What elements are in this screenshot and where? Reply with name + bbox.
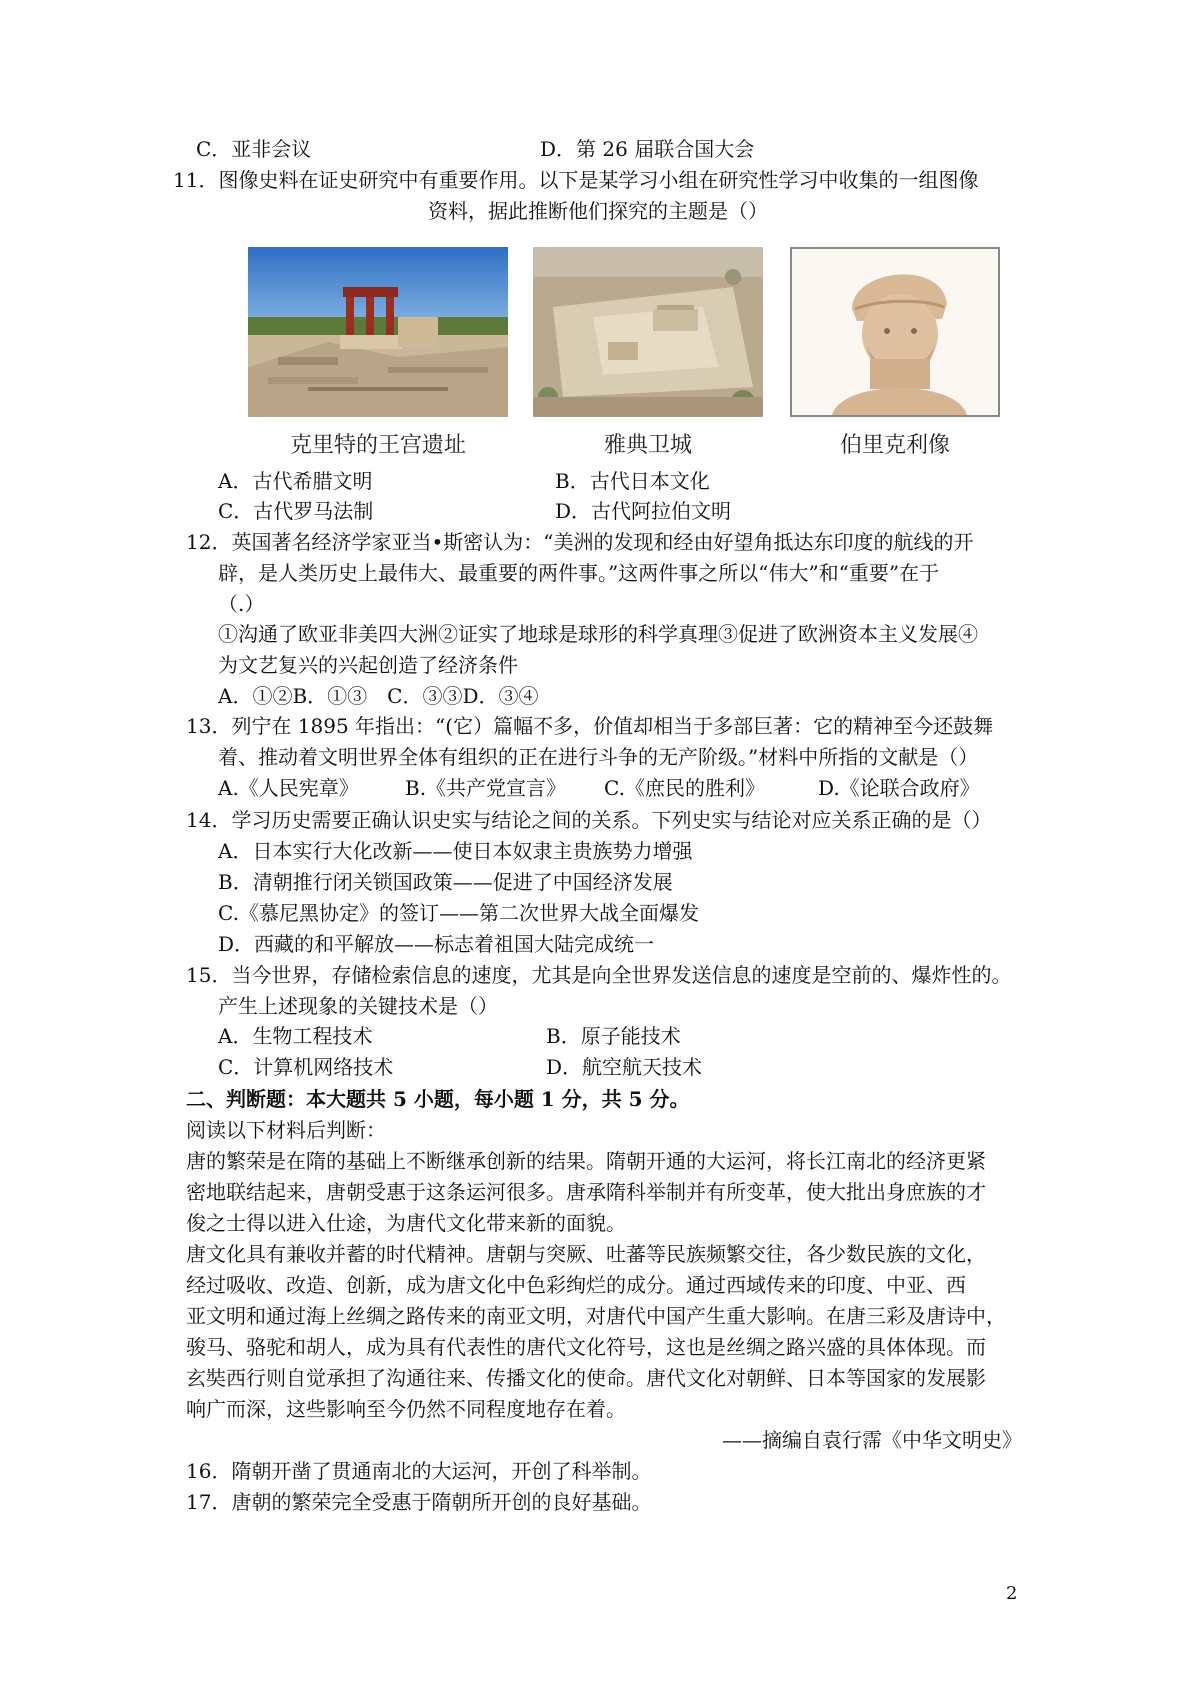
q10-option-d: D．第 26 届联合国大会	[540, 137, 755, 161]
passage-p2-line2: 经过吸收、改造、创新，成为唐文化中色彩绚烂的成分。通过西域传来的印度、中亚、西	[186, 1273, 966, 1297]
q14-option-c: C.《慕尼黑协定》的签订——第二次世界大战全面爆发	[218, 901, 699, 925]
q15-option-c: C．计算机网络技术	[218, 1055, 394, 1079]
caption-palace-ruins: 克里特的王宫遗址	[289, 433, 466, 458]
q11-option-d: D．古代阿拉伯文明	[555, 499, 732, 523]
section2-heading: 二、判断题：本大题共 5 小题，每小题 1 分，共 5 分。	[186, 1087, 690, 1111]
passage-p1-line2: 密地联结起来，唐朝受惠于这条运河很多。唐承隋科举制并有所变革，使大批出身庶族的才	[186, 1180, 986, 1204]
q13-option-b: B.《共产党宣言》	[405, 776, 567, 800]
q14-option-a: A．日本实行大化改新——使日本奴隶主贵族势力增强	[218, 839, 693, 863]
q14-option-d: D．西藏的和平解放——标志着祖国大陆完成统一	[218, 932, 655, 956]
q15-line1: 15．当今世界，存储检索信息的速度，尤其是向全世界发送信息的速度是空前的、爆炸性的。	[186, 963, 1012, 987]
q13-line1: 13．列宁在 1895 年指出：“(它）篇幅不多，价值却相当于多部巨著：它的精神至今还鼓舞	[186, 714, 994, 738]
passage-p2-line5: 玄奘西行则自觉承担了沟通往来、传播文化的使命。唐代文化对朝鲜、日本等国家的发展影	[186, 1366, 986, 1390]
pericles-bust-photo-icon	[790, 247, 1000, 417]
q12-line5: 为文艺复兴的兴起创造了经济条件	[218, 653, 518, 677]
q14-option-b: B．清朝推行闭关锁国政策——促进了中国经济发展	[218, 870, 673, 894]
palace-ruins-photo-icon	[248, 247, 508, 417]
q13-option-a: A.《人民宪章》	[218, 776, 359, 800]
q10-option-c: C．亚非会议	[196, 137, 312, 161]
q12-line2: 辟，是人类历史上最伟大、最重要的两件事。”这两件事之所以“伟大”和“重要”在于	[218, 561, 940, 585]
section2-intro: 阅读以下材料后判断：	[186, 1118, 386, 1142]
passage-p2-line4: 骏马、骆驼和胡人，成为具有代表性的唐代文化符号，这也是丝绸之路兴盛的具体体现。而	[186, 1335, 986, 1359]
q11-option-a: A．古代希腊文明	[218, 469, 373, 493]
q12-options: A．①②B．①③ C．③③D．③④	[218, 684, 539, 708]
q13-line2: 着、推动着文明世界全体有组织的正在进行斗争的无产阶级。”材料中所指的文献是（）	[218, 745, 979, 769]
passage-p1-line3: 俊之士得以进入仕途，为唐代文化带来新的面貌。	[186, 1211, 626, 1235]
q13-option-c: C.《庶民的胜利》	[604, 776, 765, 800]
q12-line1: 12．英国著名经济学家亚当•斯密认为：“美洲的发现和经由好望角抵达东印度的航线的开	[186, 530, 974, 554]
q11-stem-line1: 11．图像史料在证史研究中有重要作用。以下是某学习小组在研究性学习中收集的一组图像	[173, 168, 979, 192]
q11-option-b: B．古代日本文化	[555, 469, 710, 493]
caption-pericles-bust: 伯里克利像	[839, 433, 950, 458]
q15-option-b: B．原子能技术	[546, 1024, 681, 1048]
acropolis-photo-icon	[533, 247, 763, 417]
q11-option-c: C．古代罗马法制	[218, 499, 374, 523]
q17: 17．唐朝的繁荣完全受惠于隋朝所开创的良好基础。	[186, 1490, 652, 1514]
passage-source: ——摘编自袁行霈《中华文明史》	[722, 1428, 1022, 1452]
passage-p2-line3: 亚文明和通过海上丝绸之路传来的南亚文明，对唐代中国产生重大影响。在唐三彩及唐诗中，	[186, 1304, 1006, 1328]
q15-option-d: D．航空航天技术	[546, 1055, 703, 1079]
passage-p2-line1: 唐文化具有兼收并蓄的时代精神。唐朝与突厥、吐蕃等民族频繁交往，各少数民族的文化，	[186, 1242, 986, 1266]
q15-option-a: A．生物工程技术	[218, 1024, 373, 1048]
q12-line3: （.）	[218, 592, 265, 616]
q12-line4: ①沟通了欧亚非美四大洲②证实了地球是球形的科学真理③促进了欧洲资本主义发展④	[218, 622, 978, 646]
passage-p1-line1: 唐的繁荣是在隋的基础上不断继承创新的结果。隋朝开通的大运河，将长江南北的经济更紧	[186, 1149, 986, 1173]
passage-p2-line6: 响广而深，这些影响至今仍然不同程度地存在着。	[186, 1397, 626, 1421]
page-number: 2	[1006, 1583, 1018, 1604]
q14-stem: 14．学习历史需要正确认识史实与结论之间的关系。下列史实与结论对应关系正确的是（）	[186, 808, 992, 832]
q11-stem-line2: 资料，据此推断他们探究的主题是（）	[428, 199, 768, 223]
caption-acropolis: 雅典卫城	[603, 433, 692, 458]
q13-option-d: D.《论联合政府》	[818, 776, 980, 800]
q16: 16．隋朝开凿了贯通南北的大运河，开创了科举制。	[186, 1459, 652, 1483]
q15-line2: 产生上述现象的关键技术是（）	[218, 994, 498, 1018]
